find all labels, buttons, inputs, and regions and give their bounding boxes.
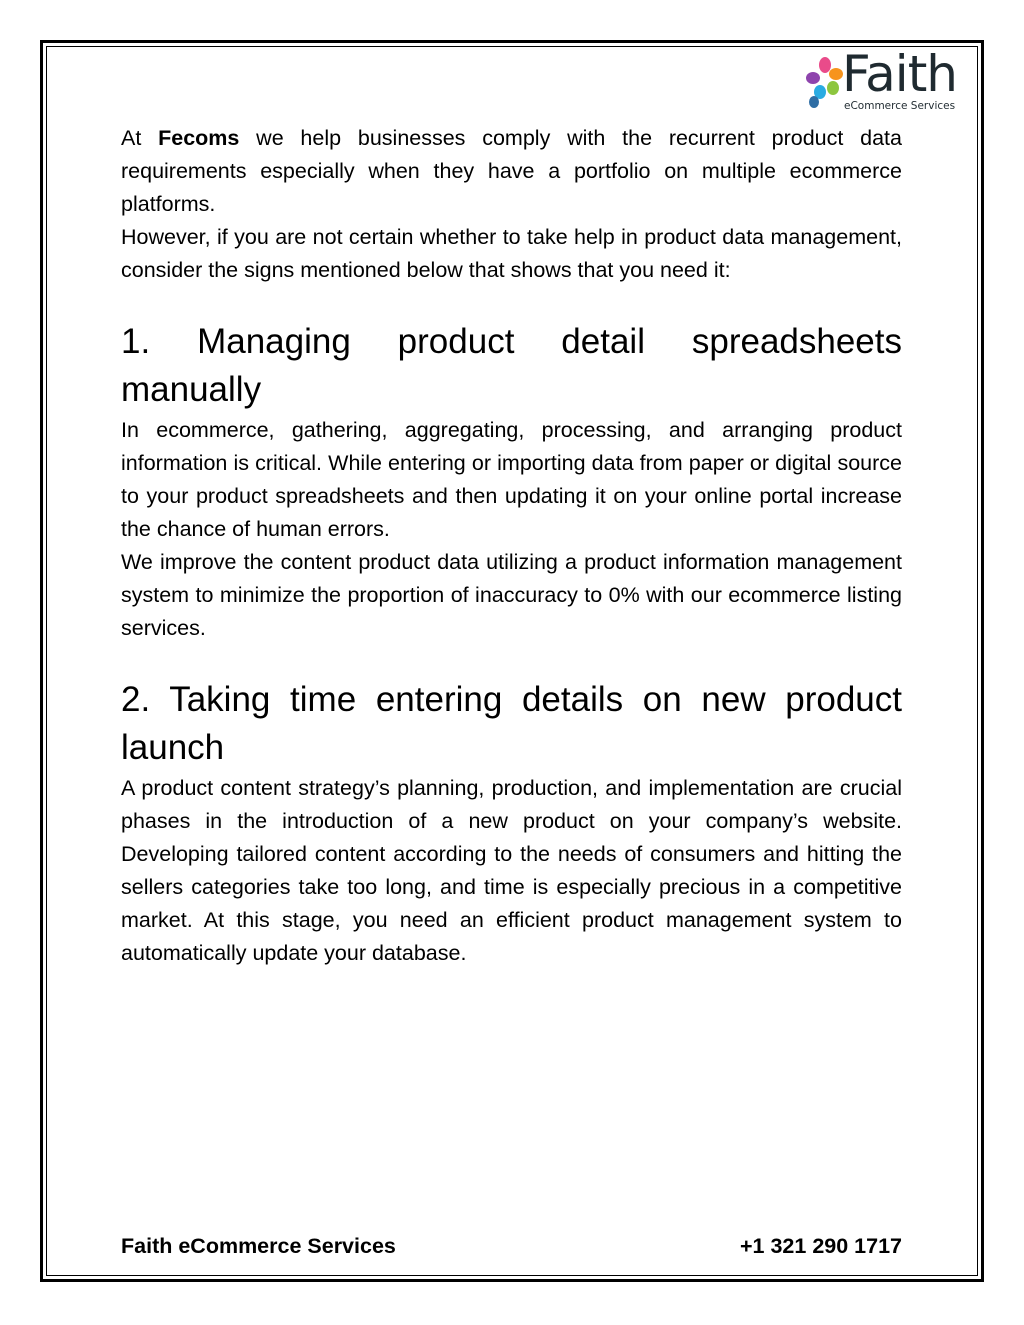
logo-wordmark: Faith [842,45,957,103]
footer-phone: +1 321 290 1717 [739,1234,902,1258]
section-1-paragraph-1: In ecommerce, gathering, aggregating, processing, and arranging product information is critical. While entering or importing data from paper or digital source to your product spreadsheets and then updating it on your online portal increase the chance of human errors. [121,418,902,541]
page-footer [121,1234,902,1259]
document-body [121,122,902,970]
section-2-paragraph-1: A product content strategy’s planning, production, and implementation are crucial phases in the introduction of a new product on your company’s website. Developing tailored content according to the needs of consumers and hitting the sellers categories take too long, and time is especially precious in a competitive market. At this stage, you need an efficient product management system to automatically update your database. [121,776,902,965]
intro-prefix: At [121,126,159,150]
logo-subtitle: eCommerce Services [844,100,956,112]
intro-paragraph-1 [121,122,902,221]
footer-company: Faith eCommerce Services [121,1234,396,1258]
intro-paragraph-2: However, if you are not certain whether to take help in product data management, consider the signs mentioned below that shows that you need it: [121,225,902,282]
section-heading-1: 1. Managing product detail spreadsheets manually [121,322,902,409]
section-heading-2: 2. Taking time entering details on new product launch [121,680,902,767]
flower-icon [806,56,844,110]
company-logo [806,45,971,114]
section-1-paragraph-2: We improve the content product data utilizing a product information management system to minimize the proportion of inaccuracy to 0% with our ecommerce listing services. [121,550,902,640]
intro-rest: we help businesses comply with the recurrent product data requirements especially when they have a portfolio on multiple ecommerce platforms. [121,126,902,216]
brand-name: Fecoms [158,126,240,150]
